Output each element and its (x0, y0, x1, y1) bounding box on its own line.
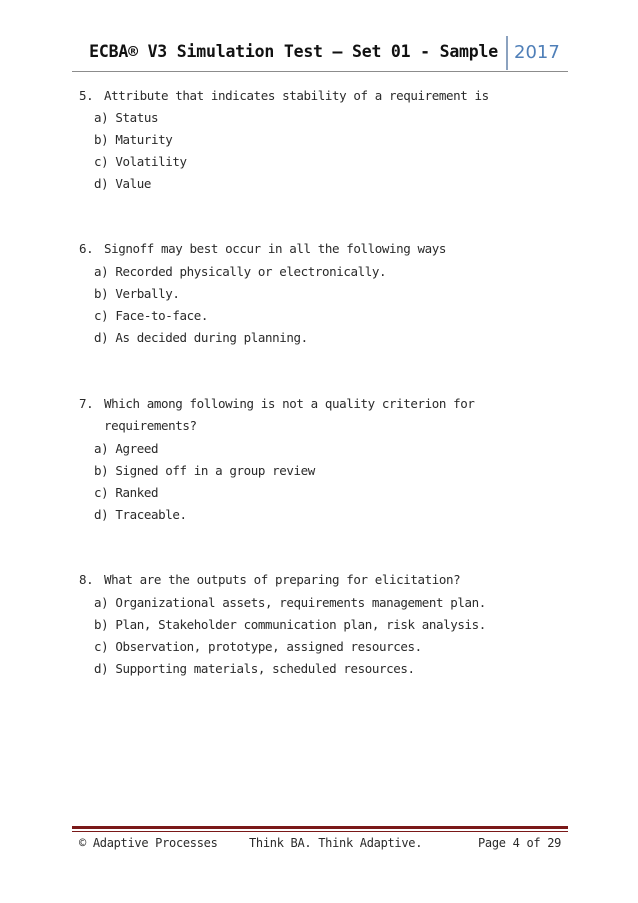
option-b: b) Signed off in a group review (94, 463, 315, 478)
option-a: a) Agreed (94, 441, 159, 456)
option-a: a) Status (94, 110, 159, 125)
option-c: c) Observation, prototype, assigned resources. (94, 639, 422, 654)
option-d: d) Supporting materials, scheduled resources. (94, 661, 415, 676)
footer-divider (72, 826, 568, 832)
option-d: d) Traceable. (94, 507, 187, 522)
footer-rule-thin (72, 831, 568, 832)
option-d: d) Value (94, 176, 152, 191)
option-c: c) Face-to-face. (94, 308, 209, 323)
footer-page-number: Page 4 of 29 (478, 836, 562, 850)
question-text: Signoff may best occur in all the following ways (104, 241, 447, 256)
header-title: ECBA® V3 Simulation Test – Set 01 - Sample (89, 42, 498, 61)
question-text: Which among following is not a quality criterion for (104, 396, 475, 411)
option-b: b) Maturity (94, 132, 173, 147)
question-text-continued: requirements? (104, 418, 197, 433)
option-c: c) Ranked (94, 485, 159, 500)
question-number: 7. (79, 396, 94, 411)
question-number: 8. (79, 572, 94, 587)
header-divider (72, 71, 568, 72)
option-a: a) Recorded physically or electronically. (94, 264, 387, 279)
option-b: b) Plan, Stakeholder communication plan, risk analysis. (94, 617, 486, 632)
option-b: b) Verbally. (94, 286, 180, 301)
footer-tagline: Think BA. Think Adaptive. (249, 836, 423, 850)
option-d: d) As decided during planning. (94, 330, 308, 345)
header-year: 2017 (506, 36, 568, 70)
page-header (72, 36, 568, 72)
option-c: c) Volatility (94, 154, 187, 169)
question-text: What are the outputs of preparing for elicitation? (104, 572, 461, 587)
option-a: a) Organizational assets, requirements management plan. (94, 595, 486, 610)
question-number: 6. (79, 241, 94, 256)
footer-copyright: © Adaptive Processes (79, 836, 218, 850)
question-number: 5. (79, 88, 94, 103)
footer-rule-thick (72, 826, 568, 829)
question-text: Attribute that indicates stability of a requirement is (104, 88, 489, 103)
